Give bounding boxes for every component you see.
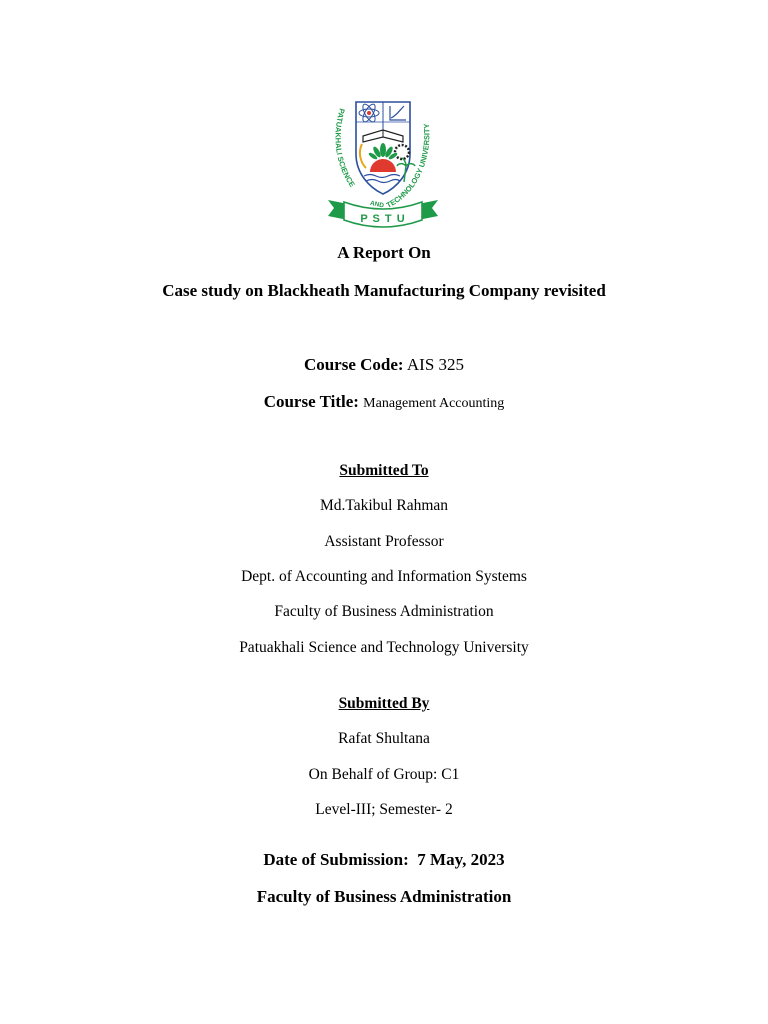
logo-ribbon-text: P S T U: [360, 213, 406, 225]
supervisor-designation: Assistant Professor: [324, 533, 444, 550]
submitted-by-label: Submitted By: [338, 695, 430, 712]
course-code-line: [0, 355, 768, 375]
svg-text:PATUAKHALI SCIENCE: PATUAKHALI SCIENCE: [333, 107, 357, 189]
student-group: On Behalf of Group: C1: [308, 766, 460, 783]
university-emblem-icon: [318, 96, 448, 228]
submission-date-value: 7 May, 2023: [417, 850, 505, 869]
supervisor-name: Md.Takibul Rahman: [319, 497, 449, 514]
course-code-label: Course Code:: [303, 355, 404, 374]
svg-text:AND: AND: [369, 199, 385, 210]
course-title-value: Management Accounting: [363, 396, 505, 411]
supervisor-faculty: Faculty of Business Administration: [274, 603, 494, 620]
report-title: Case study on Blackheath Manufacturing Company revisited: [162, 281, 606, 300]
report-heading: A Report On: [337, 243, 431, 262]
submission-date-label: Date of Submission:: [263, 850, 409, 869]
course-title-line: [0, 392, 768, 412]
course-title-label: Course Title:: [263, 392, 359, 411]
supervisor-university: Patuakhali Science and Technology University: [239, 639, 529, 656]
submission-faculty: Faculty of Business Administration: [256, 887, 512, 906]
svg-text:TECHNOLOGY UNIVERSITY: TECHNOLOGY UNIVERSITY: [384, 123, 432, 210]
course-code-value: AIS 325: [406, 355, 465, 374]
submission-date-line: [0, 850, 768, 870]
supervisor-department: Dept. of Accounting and Information Systems: [241, 568, 527, 585]
submitted-to-label: Submitted To: [339, 462, 429, 479]
student-level: Level-III; Semester- 2: [315, 801, 453, 818]
student-name: Rafat Shultana: [338, 730, 430, 747]
